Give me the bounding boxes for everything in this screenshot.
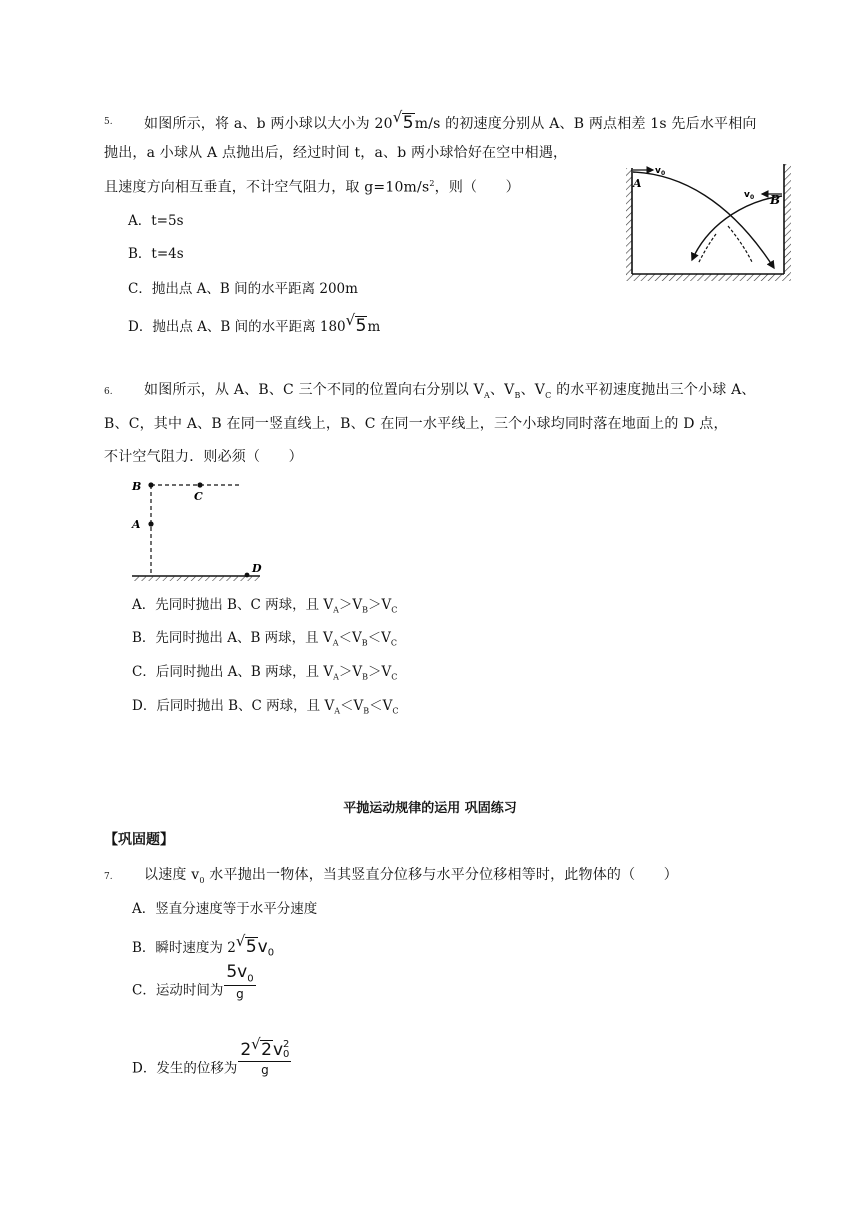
q5-opt-d-sqrt-5: √ 5: [345, 311, 367, 336]
q5-projectile-figure: [620, 160, 800, 284]
ball-a: [148, 521, 153, 526]
q5-option-b: B．t=4s: [128, 246, 184, 262]
question-number-6: 6.: [104, 387, 113, 397]
q7-opt-c-fraction: $\frac{5v_0}{g}$: [226, 962, 254, 1002]
svg-text:0: 0: [661, 170, 666, 177]
q5-option-d: D．抛出点 A、B 间的水平距离 180 √ 5m: [128, 311, 381, 336]
q5-line1-pre: 如图所示，将 a、b 两小球以大小为 20: [144, 116, 393, 132]
v0-label-b: v: [744, 190, 750, 200]
trajectory-a: [633, 172, 774, 268]
q5-option-c: C．抛出点 A、B 间的水平距离 200m: [128, 281, 358, 297]
v0-label-a: v: [655, 166, 661, 176]
q7-option-c: C．运动时间为 $\frac{5v_0}{g}$: [132, 962, 254, 1002]
q5-option-a: A．t=5s: [128, 213, 184, 229]
q6-option-b: B．先同时抛出 A、B 两球，且 $V_A<V_B<V_C$: [132, 630, 398, 648]
q6-stem-line-1: 如图所示，从 A、B、C 三个不同的位置向右分别以 $V_A$、$V_B$、$V_C$ 的水平初速度抛出三个小球 A、: [144, 382, 756, 400]
point-b-label: B: [770, 193, 781, 207]
svg-text:0: 0: [750, 194, 755, 201]
ball-c: [197, 482, 202, 487]
q6-projectile-figure: [126, 476, 266, 586]
q5-stem-line-1: [144, 108, 757, 133]
q5-sqrt-5: √ 5: [392, 108, 414, 133]
q7-option-a: A．竖直分速度等于水平分速度: [132, 901, 318, 917]
point-a-label: A: [633, 177, 642, 190]
right-wall: [784, 164, 791, 276]
q5-stem-line-3: 且速度方向相互垂直，不计空气阻力，取 $g=10m/s^2$，则（ ）: [104, 179, 520, 196]
point-d-dot: [245, 573, 250, 578]
q5-line1-post: m/s 的初速度分别从 A、B 两点相差 1s 先后水平相向: [414, 116, 757, 132]
q7-opt-d-fraction: 2 √ 2v 2 0 g: [240, 1035, 290, 1077]
left-wall: [626, 168, 632, 276]
q6-option-d: D．后同时抛出 B、C 两球，且 $V_A<V_B<V_C$: [132, 698, 399, 716]
point-a-label: A: [132, 518, 141, 531]
q7-option-b: B．瞬时速度为 2 √ $5v_0$: [132, 932, 275, 959]
q6-option-c: C．后同时抛出 A、B 两球，且 $V_A>V_B>V_C$: [132, 664, 398, 682]
question-number-5: 5.: [104, 117, 113, 127]
point-b-label: B: [132, 480, 142, 493]
section-label: 【巩固题】: [104, 832, 174, 848]
dashed-continuation-b: [698, 234, 716, 264]
q5-stem-line-2: 抛出，a 小球从 A 点抛出后，经过时间 t，a、b 两小球恰好在空中相遇，: [104, 145, 568, 161]
q6-stem-line-3: 不计空气阻力．则必须（ ）: [104, 449, 303, 465]
ground-hatch: [132, 576, 260, 581]
q6-stem-line-2: B、C，其中 A、B 在同一竖直线上，B、C 在同一水平线上，三个小球均同时落在地面上的 D 点，: [104, 416, 728, 432]
ground: [626, 274, 791, 281]
q7-stem-line-1: 以速度 $v_0$ 水平抛出一物体，当其竖直分位移与水平分位移相等时，此物体的（ ）: [144, 867, 678, 885]
q6-option-a: A．先同时抛出 B、C 两球，且 $V_A>V_B>V_C$: [132, 597, 398, 615]
dashed-continuation-a: [728, 226, 752, 262]
trajectory-b: [692, 196, 782, 260]
q7-option-d: D．发生的位移为 2 √ 2v 2 0 g: [132, 1035, 290, 1077]
question-number-7: 7.: [104, 872, 113, 882]
point-d-label: D: [252, 562, 262, 575]
section-title: 平抛运动规律的运用 巩固练习: [343, 801, 517, 816]
point-c-label: C: [194, 490, 203, 503]
